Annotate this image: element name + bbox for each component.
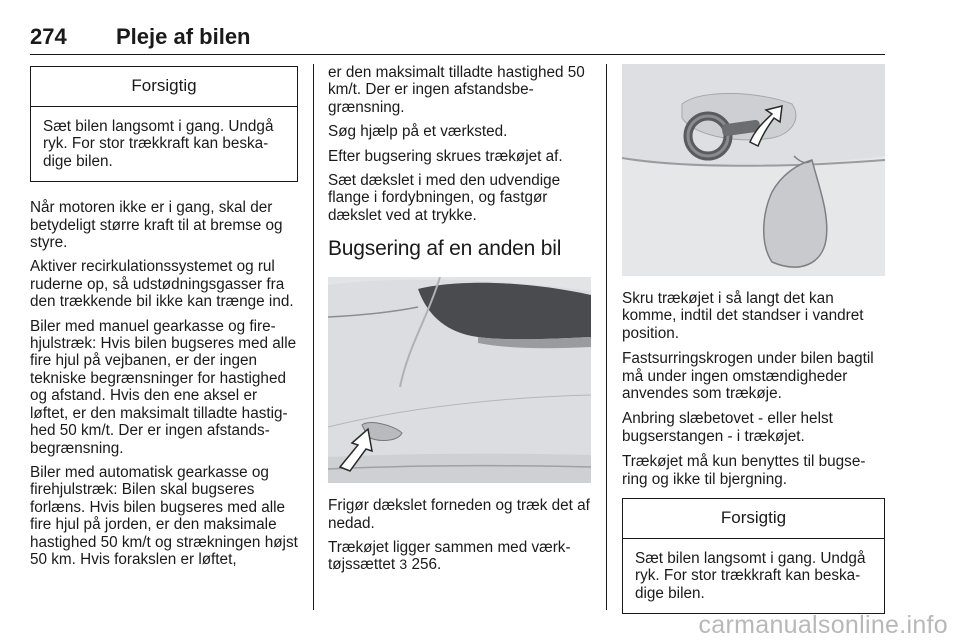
column-2 (328, 64, 591, 581)
reference-arrow-icon: 3 (399, 556, 408, 573)
paragraph: Skru trækøjet i så langt det kan komme, indtil det standser i vandret position. (622, 290, 864, 342)
paragraph: Frigør dækslet forneden og træk det af nedad. (328, 497, 590, 532)
paragraph: Biler med manuel gearkasse og firehjulstræk: Hvis bilen bugseres med alle fire hjul på vejbanen, er der ingen tekniske begrænsninger for hastighed og afstand. Hvis den ene aksel er løftet, er den maksimalt tilladte hastighed 50 km/t. Der er ingen afstandsbegrænsning. (30, 317, 297, 457)
column-divider (606, 64, 607, 610)
page-number: 274 (30, 24, 67, 49)
column-1 (30, 64, 298, 575)
watermark: carmanualsonline.info (698, 611, 948, 639)
caution-body: Sæt bilen langsomt i gang. Undgå ryk. For stor trækkraft kan beskadige bilen. (635, 550, 866, 602)
rear-bumper-cover-icon (328, 277, 591, 483)
paragraph: Biler med automatisk gearkasse og firehjulstræk: Bilen skal bugseres forlæns. Hvis bilen bugseres med alle fire hjul på jorden, er den maksimale hastighed 50 km/t og strækningen højst 50 km. Hvis forakslen er løftet, (30, 463, 298, 568)
page-title: Pleje af bilen (116, 24, 251, 49)
paragraph: Fastsurringskrogen under bilen bagtil må under ingen omstændigheder anvendes som trækøje. (622, 350, 874, 403)
column-divider (313, 64, 314, 610)
paragraph: Søg hjælp på et værksted. (328, 123, 508, 141)
paragraph: Trækøjet må kun benyttes til bugsering og ikke til bjergning. (622, 453, 866, 488)
caution-body: Sæt bilen langsomt i gang. Undgå ryk. For stor trækkraft kan beskadige bilen. (43, 118, 274, 170)
paragraph: Efter bugsering skrues trækøjet af. (328, 147, 563, 165)
paragraph-with-reference (328, 539, 591, 574)
paragraph: Når motoren ikke er i gang, skal der betydeligt større kraft til at bremse og styre. (30, 199, 283, 252)
section-heading: Bugsering af en anden bil (328, 237, 562, 261)
tow-eye-icon (622, 64, 885, 276)
reference-page[interactable]: 256. (411, 556, 442, 574)
paragraph: Anbring slæbetovet - eller helst bugserstangen - i trækøjet. (622, 410, 833, 445)
paragraph: er den maksimalt tilladte hastighed 50 km/t. Der er ingen afstandsbegrænsning. (328, 64, 585, 116)
caution-box (30, 66, 298, 182)
caution-box (622, 498, 885, 614)
caution-title: Forsigtig (31, 67, 297, 107)
paragraph: Sæt dækslet i med den udvendige flange i fordybningen, og fastgør dækslet ved at trykke. (328, 172, 561, 224)
column-3 (622, 64, 885, 631)
page-header (30, 22, 885, 55)
paragraph: Aktiver recirkulationssystemet og rul ruderne op, så udstødningsgasser fra den trækkende bil ikke kan trænge ind. (30, 258, 294, 311)
caution-title: Forsigtig (623, 499, 884, 539)
reference-text: Trækøjet ligger sammen med værktøjssættet (328, 539, 571, 574)
